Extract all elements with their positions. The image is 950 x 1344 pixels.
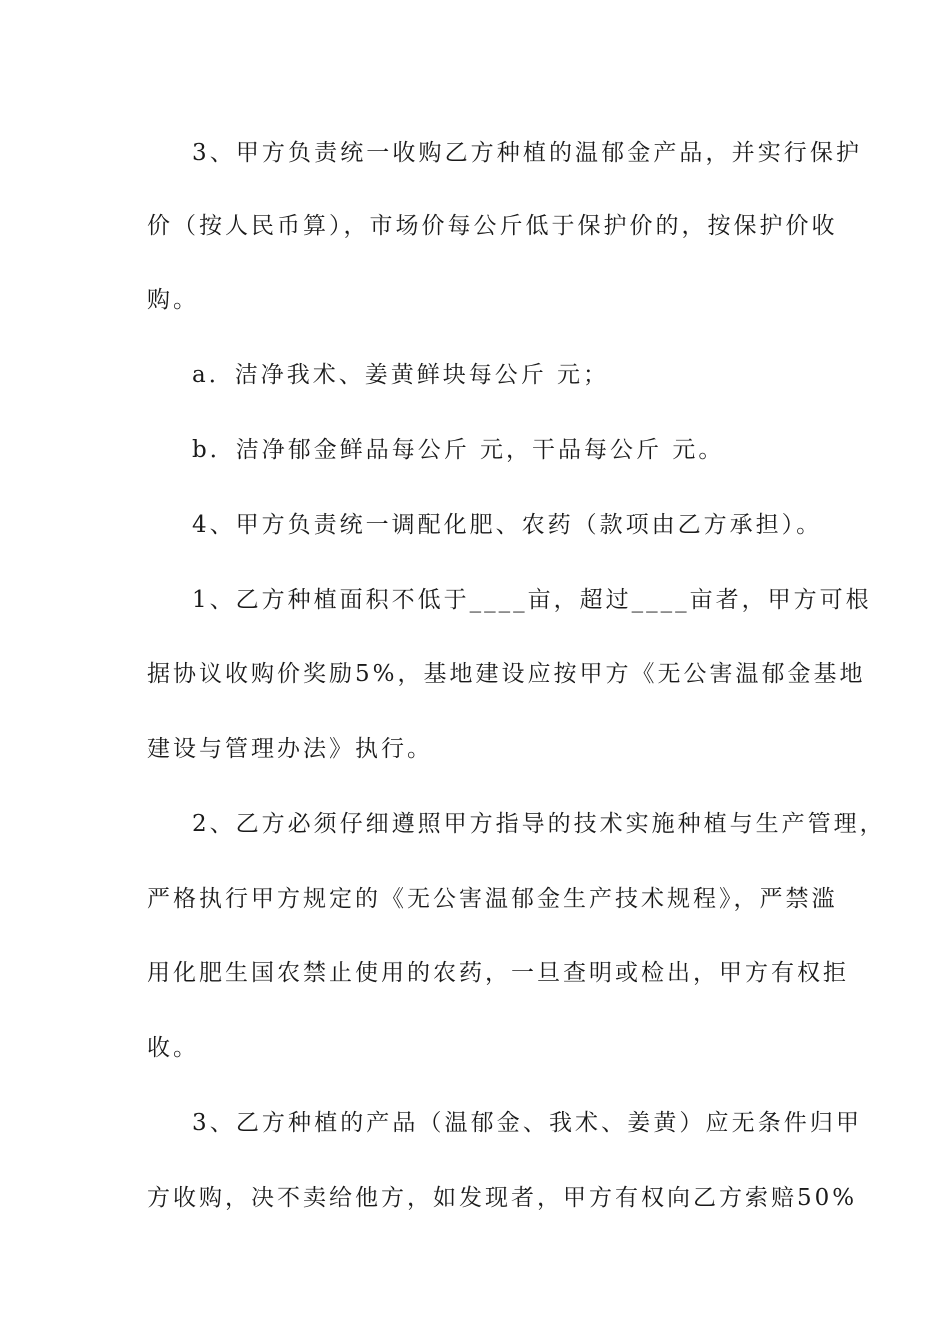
text-line: 严格执行甲方规定的《无公害温郁金生产技术规程》，严禁滥 bbox=[147, 886, 838, 912]
text-line: 3、甲方负责统一收购乙方种植的温郁金产品，并实行保护 bbox=[192, 140, 862, 166]
text-line: 1、乙方种植面积不低于____亩，超过____亩者，甲方可根 bbox=[192, 587, 872, 613]
text-line: 建设与管理办法》执行。 bbox=[147, 736, 433, 762]
text-line: 3、乙方种植的产品（温郁金、我术、姜黄）应无条件归甲 bbox=[192, 1110, 862, 1136]
text-line: 方收购，决不卖给他方，如发现者，甲方有权向乙方索赔50% bbox=[147, 1185, 858, 1211]
text-line: 4、甲方负责统一调配化肥、农药（款项由乙方承担）。 bbox=[192, 512, 823, 538]
text-line: 购。 bbox=[147, 287, 199, 313]
text-line: 收。 bbox=[147, 1035, 199, 1061]
text-line: 价（按人民币算），市场价每公斤低于保护价的，按保护价收 bbox=[147, 213, 838, 239]
text-line: 据协议收购价奖励5%，基地建设应按甲方《无公害温郁金基地 bbox=[147, 661, 866, 687]
text-line: a．洁净我术、姜黄鲜块每公斤 元； bbox=[192, 362, 610, 388]
text-line: b．洁净郁金鲜品每公斤 元，干品每公斤 元。 bbox=[192, 437, 725, 463]
text-line: 用化肥生国农禁止使用的农药，一旦查明或检出，甲方有权拒 bbox=[147, 960, 849, 986]
text-line: 2、乙方必须仔细遵照甲方指导的技术实施种植与生产管理， bbox=[192, 811, 886, 837]
